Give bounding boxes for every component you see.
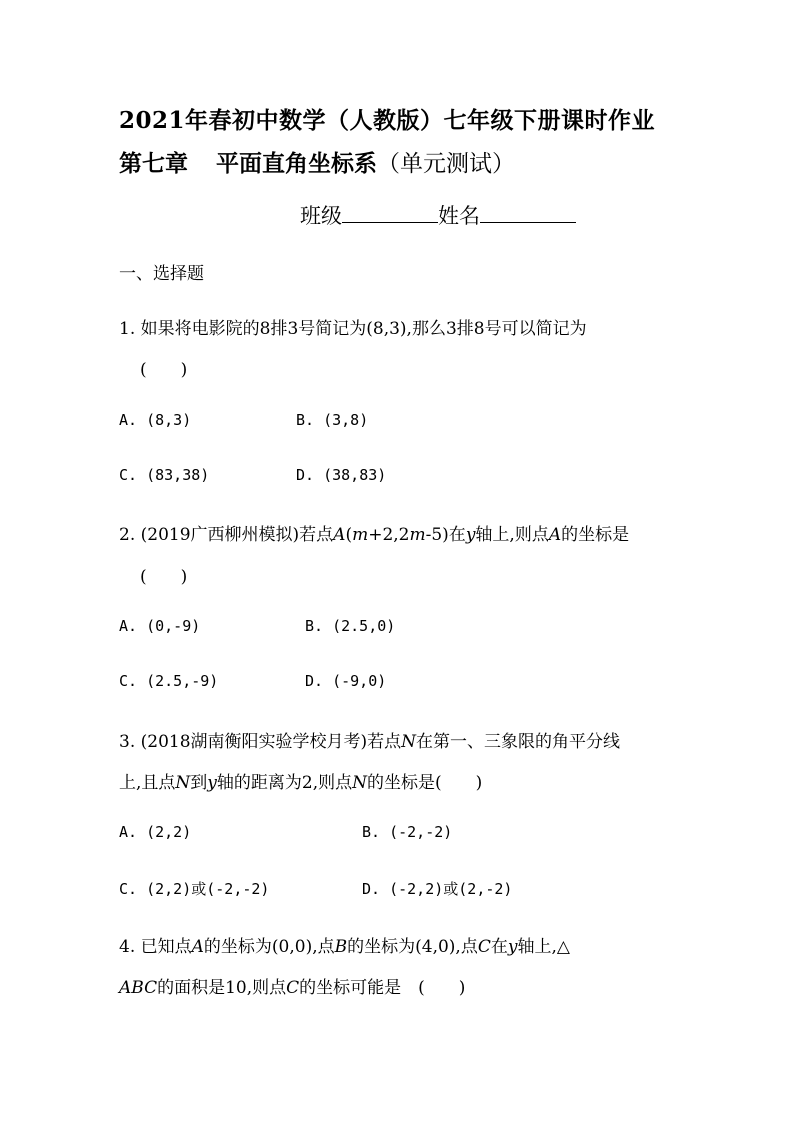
chapter-note: （单元测试） <box>377 151 515 177</box>
q3-option-d: D. (-2,2)或(2,-2) <box>362 880 513 898</box>
q1-answer-blank: ( ) <box>140 360 188 380</box>
q2-option-b: B. (2.5,0) <box>305 617 396 635</box>
q4-var: y <box>507 937 518 957</box>
student-info <box>300 200 576 230</box>
q2-var: m <box>352 525 369 545</box>
q1-option-b: B. (3,8) <box>296 411 369 429</box>
q2-var: y <box>465 525 476 545</box>
chapter-name: 平面直角坐标系 <box>216 150 377 177</box>
q2-text: 的坐标是 <box>561 525 630 545</box>
name-label: 姓名 <box>438 204 480 228</box>
q4-var: B <box>334 937 348 957</box>
q3-option-b: B. (-2,-2) <box>362 823 453 841</box>
q3-text: 轴的距离为2,则点 <box>216 773 353 793</box>
q3-text: 上,且点 <box>119 773 176 793</box>
q2-option-d: D. (-9,0) <box>305 672 387 690</box>
q2-var: m <box>409 525 426 545</box>
section-heading: 一、选择题 <box>119 264 204 284</box>
chapter-number: 第七章 <box>119 150 188 177</box>
q3-var: N <box>175 773 191 793</box>
q2-var: A <box>548 525 562 545</box>
page-title: 2021年春初中数学（人教版）七年级下册课时作业 <box>119 107 656 134</box>
q4-text: 的面积是10,则点 <box>157 978 287 998</box>
q3-var: N <box>401 732 417 752</box>
q1-option-a: A. (8,3) <box>119 411 192 429</box>
q4-text: 在 <box>490 937 508 957</box>
q4-text: 4. 已知点 <box>119 937 192 957</box>
q3-option-a: A. (2,2) <box>119 823 192 841</box>
q3-stem-line2 <box>119 768 482 793</box>
q2-answer-blank: ( ) <box>140 567 188 587</box>
q2-text: 轴上,则点 <box>475 525 549 545</box>
name-blank[interactable] <box>480 202 576 223</box>
q3-text: 在第一、三象限的角平分线 <box>416 732 621 752</box>
q3-var: N <box>352 773 367 793</box>
q3-text: 3. (2018湖南衡阳实验学校月考)若点 <box>119 732 402 752</box>
q3-text: 到 <box>190 773 208 793</box>
chapter-title <box>119 145 515 178</box>
q3-text: 的坐标是( ) <box>367 773 483 793</box>
q4-text: 的坐标为(4,0),点 <box>347 937 478 957</box>
q4-stem-line2 <box>119 973 465 998</box>
class-label: 班级 <box>300 204 342 228</box>
q2-text: +2,2 <box>368 525 410 545</box>
q2-stem <box>119 520 629 545</box>
q2-var: A <box>333 525 346 545</box>
q4-var: C <box>286 978 300 998</box>
q2-text: 2. (2019广西柳州模拟)若点 <box>119 525 334 545</box>
q1-option-d: D. (38,83) <box>296 466 387 484</box>
q1-stem: 1. 如果将电影院的8排3号简记为(8,3),那么3排8号可以简记为 <box>119 319 587 339</box>
q2-option-a: A. (0,-9) <box>119 617 201 635</box>
q4-var: C <box>477 937 491 957</box>
q1-option-c: C. (83,38) <box>119 466 210 484</box>
class-blank[interactable] <box>342 202 438 223</box>
q4-var: A <box>191 937 204 957</box>
q4-var: ABC <box>119 978 158 998</box>
q4-text: 的坐标为(0,0),点 <box>203 937 335 957</box>
q4-stem-line1 <box>119 932 570 957</box>
q3-var: y <box>207 773 217 793</box>
q3-option-c: C. (2,2)或(-2,-2) <box>119 880 270 898</box>
q4-text: 轴上,△ <box>517 937 570 957</box>
q4-text: 的坐标可能是 ( ) <box>299 978 466 998</box>
q2-option-c: C. (2.5,-9) <box>119 672 219 690</box>
q2-text: -5)在 <box>425 525 466 545</box>
q3-stem-line1 <box>119 727 620 752</box>
q2-text: ( <box>345 525 353 545</box>
